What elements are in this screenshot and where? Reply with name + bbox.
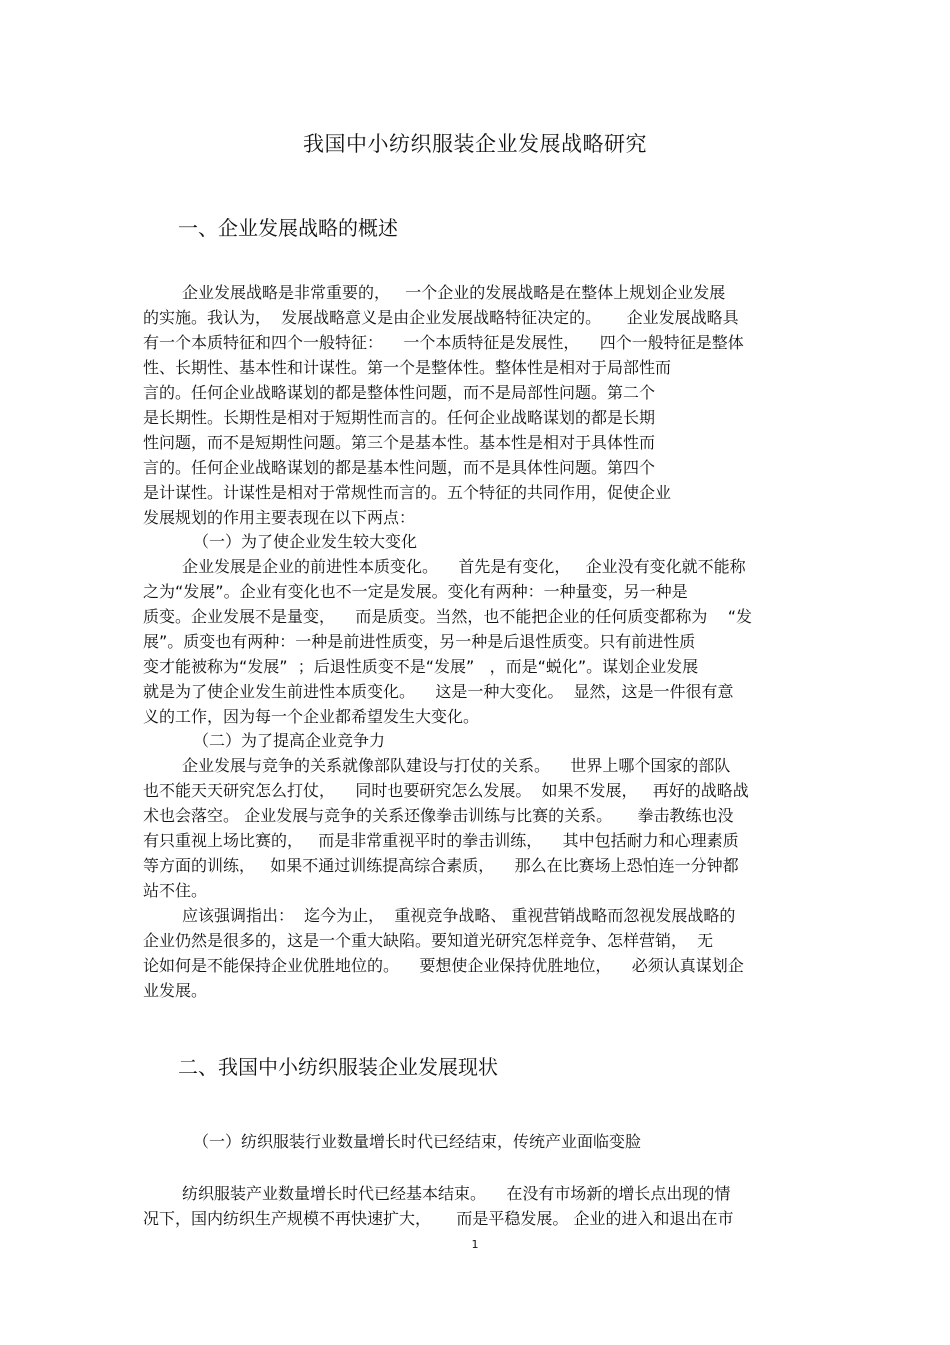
- paragraph-line: 企业仍然是很多的，这是一个重大缺陷。要知道光研究怎样竞争、怎样营销， 无: [143, 931, 714, 950]
- paragraph-line: 等方面的训练， 如果不通过训练提高综合素质， 那么在比赛场上恐怕连一分钟都: [143, 856, 739, 875]
- paragraph-line: 就是为了使企业发生前进性本质变化。 这是一种大变化。 显然，这是一件很有意: [143, 682, 734, 701]
- paragraph-line: （一）为了使企业发生较大变化: [193, 532, 418, 551]
- page-number: 1: [471, 1238, 479, 1251]
- paragraph-line: 是计谋性。计谋性是相对于常规性而言的。五个特征的共同作用，促使企业: [143, 483, 672, 502]
- paragraph-line: 的实施。我认为， 发展战略意义是由企业发展战略特征决定的。 企业发展战略具: [143, 308, 739, 327]
- paragraph-line: 企业发展战略是非常重要的， 一个企业的发展战略是在整体上规划企业发展: [182, 283, 726, 302]
- paragraph-line: 企业发展与竞争的关系就像部队建设与打仗的关系。 世界上哪个国家的部队: [182, 756, 731, 775]
- paragraph-line: 之为“发展”。企业有变化也不一定是发展。变化有两种：一种量变，另一种是: [143, 582, 688, 601]
- paragraph-line: 展”。质变也有两种：一种是前进性质变，另一种是后退性质变。只有前进性质: [143, 632, 696, 651]
- paragraph-line: 质变。企业发展不是量变， 而是质变。当然，也不能把企业的任何质变都称为 “发: [143, 607, 752, 626]
- paragraph-line: 企业发展是企业的前进性本质变化。 首先是有变化， 企业没有变化就不能称: [182, 557, 746, 576]
- paragraph-line: 发展规划的作用主要表现在以下两点：: [143, 508, 416, 527]
- paragraph-line: 言的。任何企业战略谋划的都是基本性问题，而不是具体性问题。第四个: [143, 458, 656, 477]
- section-2-subheading-1: （一）纺织服装行业数量增长时代已经结束，传统产业面临变脸: [193, 1132, 642, 1151]
- paragraph-line: 变才能被称为“发展” ；后退性质变不是“发展” ，而是“蜕化”。谋划企业发展: [143, 657, 699, 676]
- paragraph-line: 有一个本质特征和四个一般特征： 一个本质特征是发展性， 四个一般特征是整体: [143, 333, 744, 352]
- paragraph-line: 应该强调指出： 迄今为止， 重视竞争战略、 重视营销战略而忽视发展战略的: [182, 906, 736, 925]
- paragraph-line: 言的。任何企业战略谋划的都是整体性问题，而不是局部性问题。第二个: [143, 383, 656, 402]
- paragraph-line: 论如何是不能保持企业优胜地位的。 要想使企业保持优胜地位， 必须认真谋划企: [143, 956, 744, 975]
- paragraph-line: 是长期性。长期性是相对于短期性而言的。任何企业战略谋划的都是长期: [143, 408, 656, 427]
- paragraph-line: 有只重视上场比赛的， 而是非常重视平时的拳击训练， 其中包括耐力和心理素质: [143, 831, 739, 850]
- paragraph-line: 术也会落空。 企业发展与竞争的关系还像拳击训练与比赛的关系。 拳击教练也没: [143, 806, 734, 825]
- paragraph-line: 业发展。: [143, 981, 208, 1000]
- document-title: 我国中小纺织服装企业发展战略研究: [303, 132, 647, 156]
- paragraph-line: 性问题，而不是短期性问题。第三个是基本性。基本性是相对于具体性而: [143, 433, 656, 452]
- paragraph-line: 义的工作，因为每一个企业都希望发生大变化。: [143, 707, 480, 726]
- paragraph-line: 纺织服装产业数量增长时代已经基本结束。 在没有市场新的增长点出现的情: [182, 1184, 731, 1203]
- paragraph-line: 况下，国内纺织生产规模不再快速扩大， 而是平稳发展。 企业的进入和退出在市: [143, 1209, 734, 1228]
- paragraph-line: （二）为了提高企业竞争力: [193, 731, 386, 750]
- paragraph-line: 也不能天天研究怎么打仗， 同时也要研究怎么发展。 如果不发展， 再好的战略战: [143, 781, 749, 800]
- section-1-heading: 一、企业发展战略的概述: [178, 216, 398, 240]
- section-2-heading: 二、我国中小纺织服装企业发展现状: [178, 1055, 498, 1079]
- paragraph-line: 站不住。: [143, 881, 208, 900]
- paragraph-line: 性、长期性、基本性和计谋性。第一个是整体性。整体性是相对于局部性而: [143, 358, 672, 377]
